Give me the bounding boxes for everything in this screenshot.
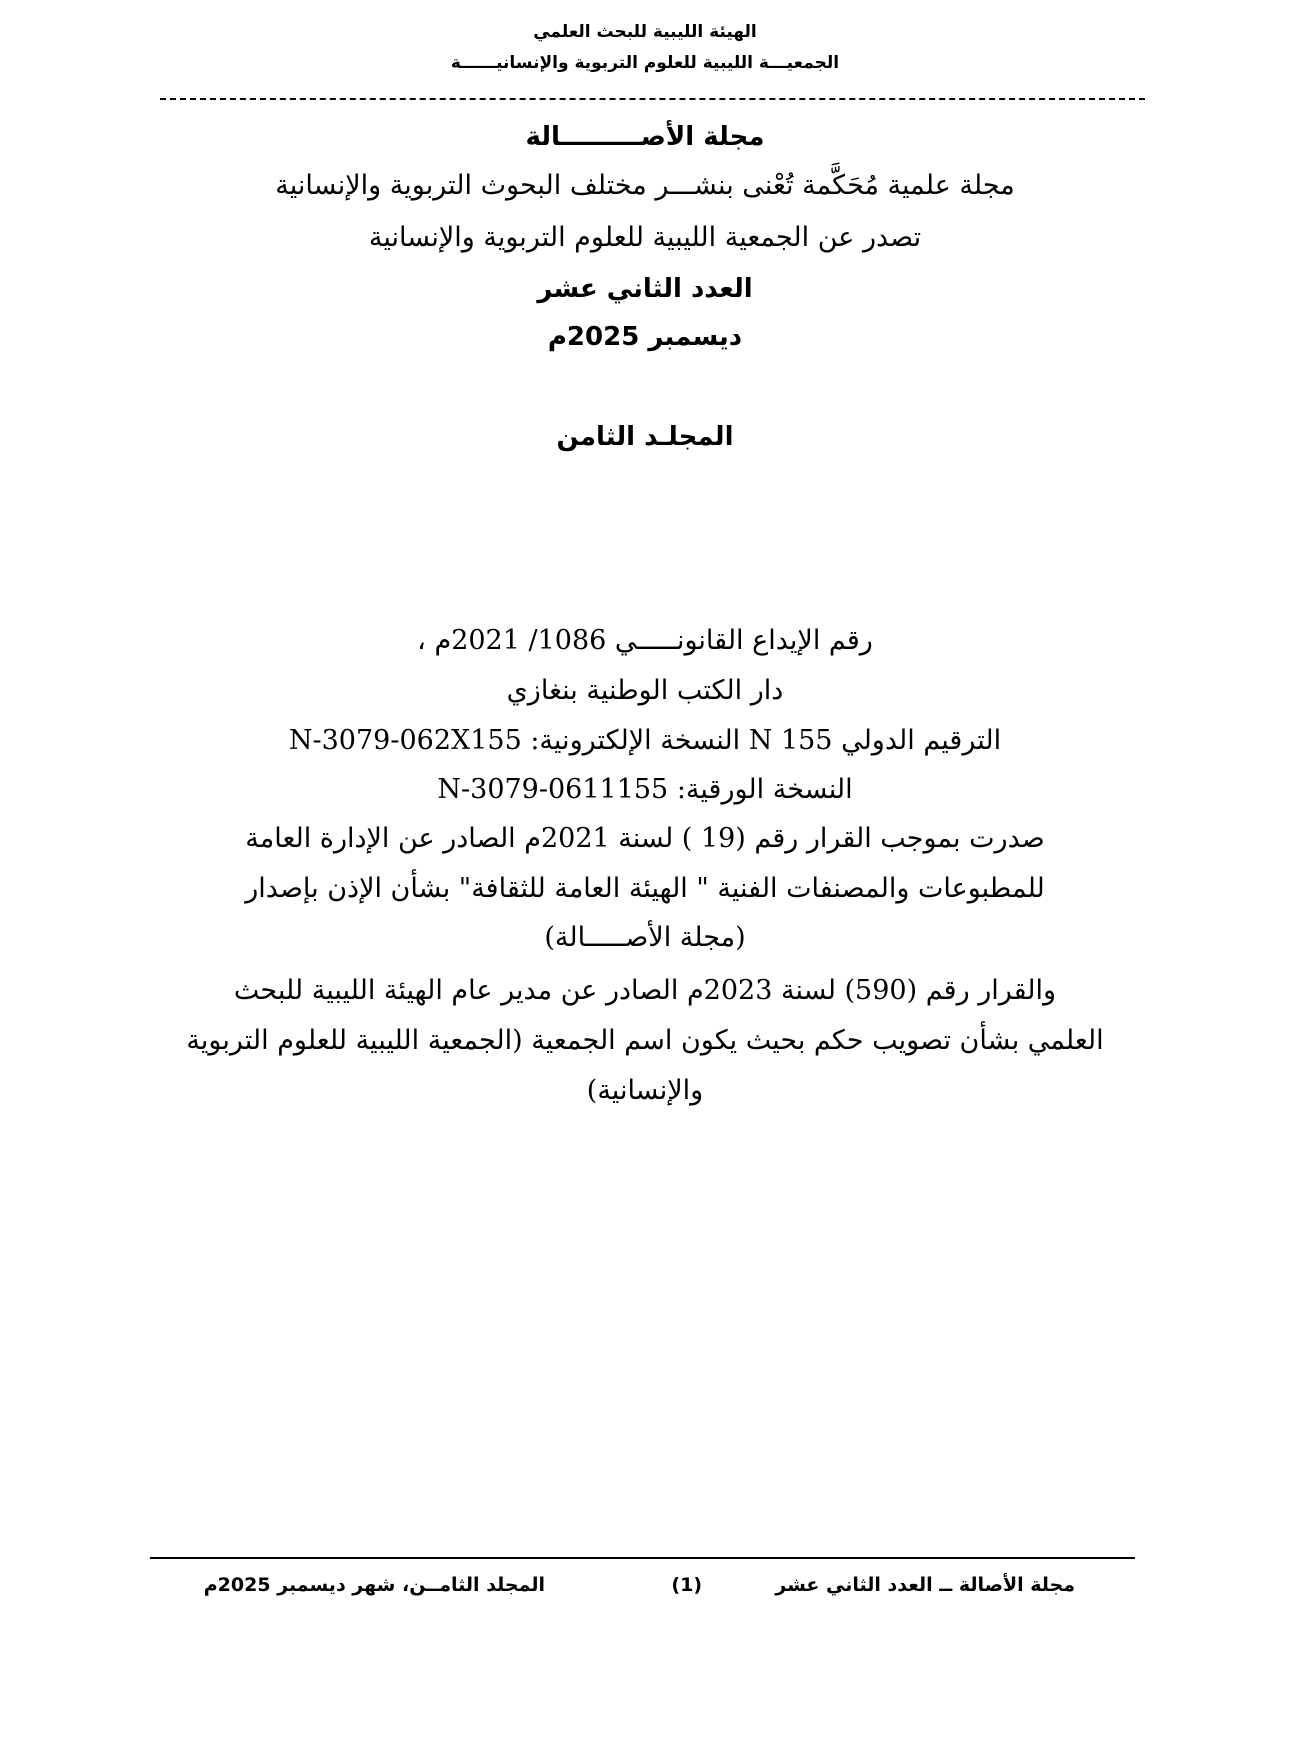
decision1-line2: للمطبوعات والمصنفات الفنية " الهيئة العامة للثقافة" بشأن الإذن بإصدار xyxy=(245,873,1045,904)
journal-name: مجلة الأصـــــــــالة xyxy=(525,122,765,152)
footer-rule xyxy=(150,1557,1135,1559)
header-association: الجمعيـــة الليبية للعلوم التربوية والإنسانيــــــة xyxy=(450,53,840,73)
national-library: دار الكتب الوطنية بنغازي xyxy=(506,675,784,706)
issue-date: ديسمبر 2025م xyxy=(547,322,743,352)
footer-journal-issue: مجلة الأصالة ــ العدد الثاني عشر xyxy=(775,1574,1075,1596)
journal-publisher: تصدر عن الجمعية الليبية للعلوم التربوية والإنسانية xyxy=(368,222,922,253)
issue-number: العدد الثاني عشر xyxy=(537,274,753,304)
issn-electronic: الترقيم الدولي 155 N النسخة الإلكترونية: N-3079-062X155 xyxy=(288,725,1002,756)
decision1-line1: صدرت بموجب القرار رقم (19 ) لسنة 2021م الصادر عن الإدارة العامة xyxy=(245,823,1045,854)
header-divider xyxy=(160,98,1145,112)
decision2-line1: والقرار رقم (590) لسنة 2023م الصادر عن مدير عام الهيئة الليبية للبحث xyxy=(233,975,1057,1006)
decision2-line3: والإنسانية) xyxy=(586,1075,704,1106)
volume-number: المجلـد الثامن xyxy=(556,422,734,452)
footer-volume-date: المجلد الثامــن، شهر ديسمبر 2025م xyxy=(203,1574,545,1596)
decision2-line2: العلمي بشأن تصويب حكم بحيث يكون اسم الجمعية (الجمعية الليبية للعلوم التربوية xyxy=(186,1025,1104,1056)
issn-print: النسخة الورقية: N-3079-0611155 xyxy=(437,774,853,805)
journal-description: مجلة علمية مُحَكَّمة تُعْنى بنشـــر مختلف البحوث التربوية والإنسانية xyxy=(275,170,1015,201)
legal-deposit: رقم الإيداع القانونـــــي 1086/ 2021م ، xyxy=(417,625,873,656)
header-authority: الهيئة الليبية للبحث العلمي xyxy=(533,22,757,42)
page-number: (1) xyxy=(671,1574,702,1596)
decision1-line3: (مجلة الأصـــــالة) xyxy=(544,922,746,953)
